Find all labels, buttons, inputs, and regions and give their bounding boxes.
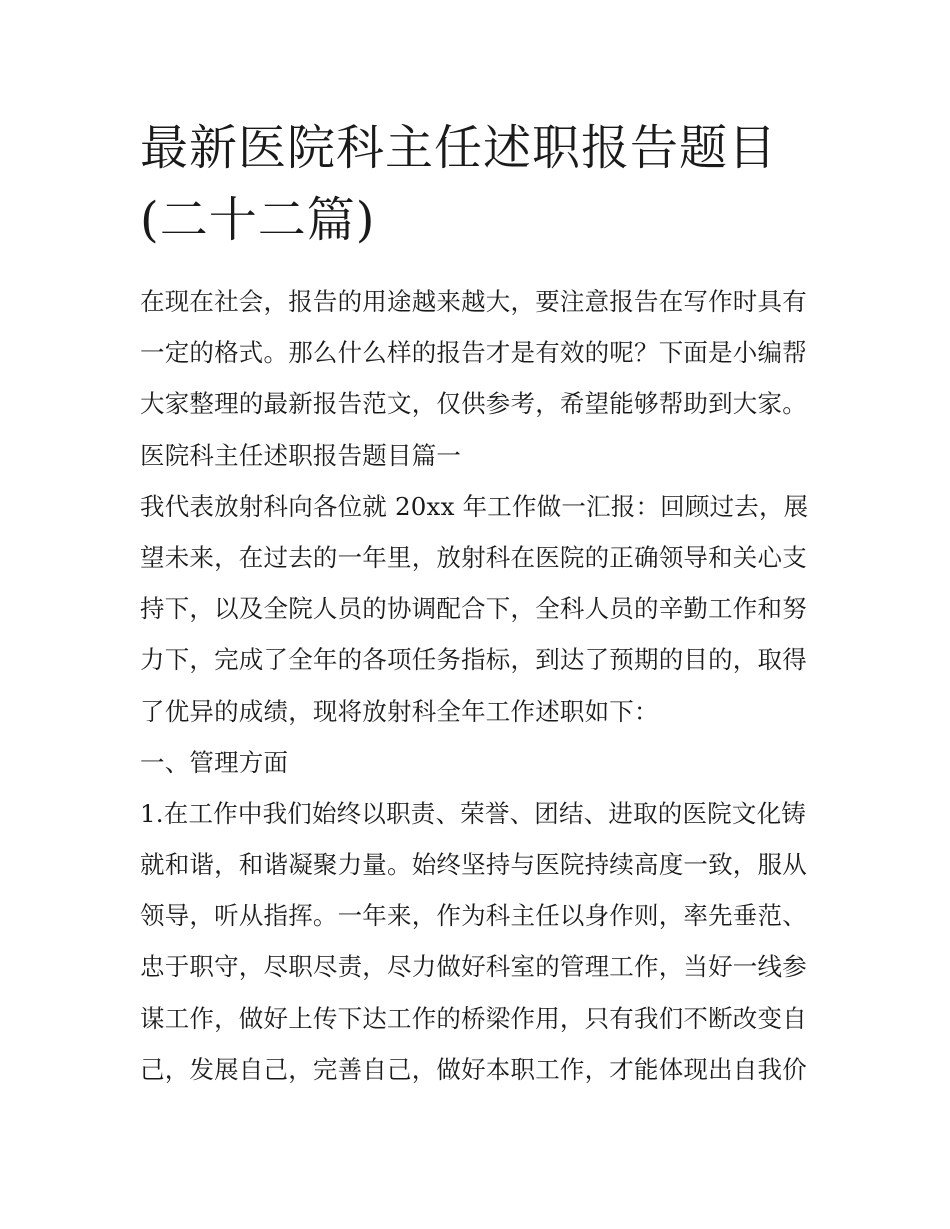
document-body <box>140 276 820 1095</box>
intro-line: 大家整理的最新报告范文，仅供参考，希望能够帮助到大家。 <box>140 389 807 419</box>
document-title <box>140 112 820 256</box>
subsection-heading: 一、管理方面 <box>140 747 289 777</box>
paragraph-line: 持下，以及全院人员的协调配合下，全科人员的辛勤工作和努 <box>140 594 807 624</box>
intro-line: 一定的格式。那么什么样的报告才是有效的呢？下面是小编帮 <box>140 338 807 368</box>
paragraph-line: 力下，完成了全年的各项任务指标，到达了预期的目的，取得 <box>140 645 807 675</box>
paragraph-line: 1.在工作中我们始终以职责、荣誉、团结、进取的医院文化铸 <box>140 798 806 828</box>
paragraph-line: 望未来，在过去的一年里，放射科在医院的正确领导和关心支 <box>140 542 807 572</box>
paragraph-line: 了优异的成绩，现将放射科全年工作述职如下： <box>140 696 659 726</box>
paragraph-line: 忠于职守，尽职尽责，尽力做好科室的管理工作，当好一线参 <box>140 952 807 982</box>
paragraph-line: 谋工作，做好上传下达工作的桥梁作用，只有我们不断改变自 <box>140 1003 807 1033</box>
paragraph-line: 己，发展自己，完善自己，做好本职工作，才能体现出自我价 <box>140 1054 807 1084</box>
title-line-1: 最新医院科主任述职报告题目 <box>140 120 778 176</box>
intro-line: 在现在社会，报告的用途越来越大，要注意报告在写作时具有 <box>140 287 807 316</box>
section-heading: 医院科主任述职报告题目篇一 <box>140 440 462 470</box>
paragraph-line: 领导，听从指挥。一年来，作为科主任以身作则，率先垂范、 <box>140 901 807 931</box>
title-line-2: (二十二篇) <box>140 192 376 248</box>
paragraph-line: 我代表放射科向各位就 20xx 年工作做一汇报：回顾过去，展 <box>140 491 809 521</box>
paragraph-line: 就和谐，和谐凝聚力量。始终坚持与医院持续高度一致，服从 <box>140 850 807 880</box>
